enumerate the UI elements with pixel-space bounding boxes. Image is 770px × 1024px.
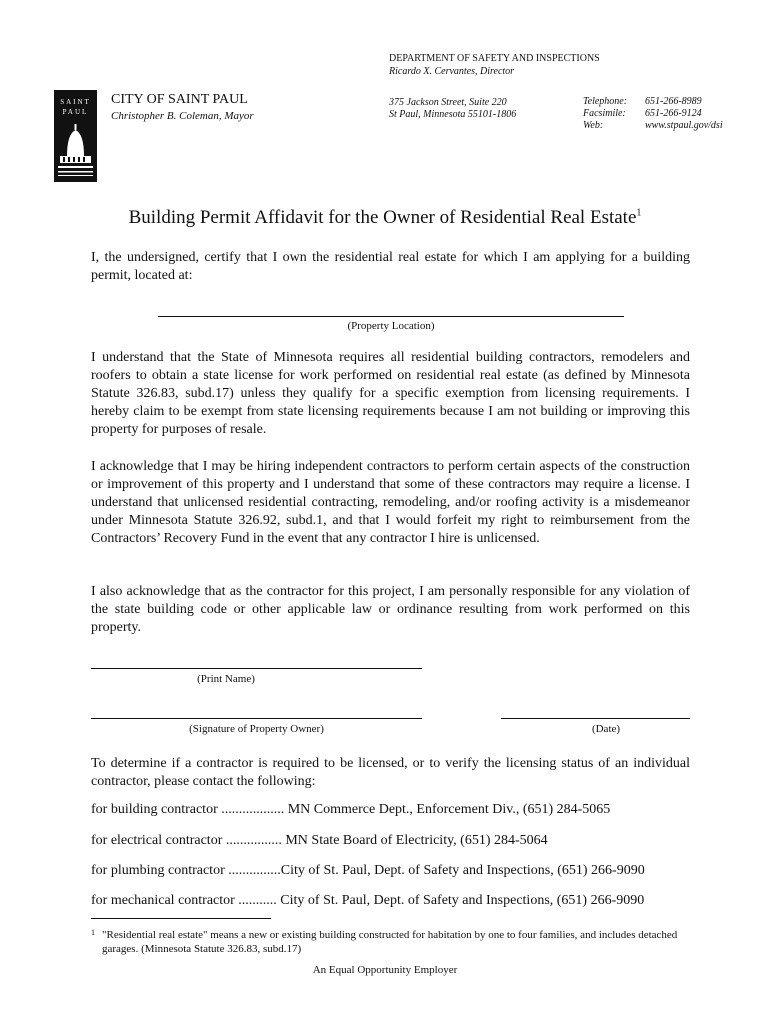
footer-text: An Equal Opportunity Employer	[312, 964, 458, 976]
footnote	[91, 928, 691, 956]
city-name: CITY OF SAINT PAUL	[111, 92, 248, 107]
date-label: (Date)	[591, 723, 621, 735]
print-name-label: (Print Name)	[197, 673, 255, 685]
department-header	[389, 52, 600, 78]
contractors-paragraph: I acknowledge that I may be hiring independent contractors to perform certain aspects of the construction or improvement of this property and I understand that some of these contractors may require a license. I understand that unlicensed residential contracting, remodeling, and/or roofing activity is a misdemeanor under Minnesota Statute 326.92, subd.1, and that I would forfeit my right to reimbursement from the Contractors’ Recovery Fund in the event that any contractor I hire is unlicensed.	[91, 459, 690, 546]
contact-mechanical: for mechanical contractor ........... City of St. Paul, Dept. of Safety and Inspections, (651) 266-9090	[91, 893, 645, 908]
department-name: DEPARTMENT OF SAFETY AND INSPECTIONS	[389, 53, 600, 64]
web-label: Web:	[583, 120, 604, 131]
contact-electrical: for electrical contractor ................ MN State Board of Electricity, (651) 284-5064	[91, 833, 548, 848]
footnote-divider	[91, 918, 271, 919]
web-url[interactable]: www.stpaul.gov/dsi	[645, 120, 723, 131]
signature-label: (Signature of Property Owner)	[189, 723, 324, 735]
director-name: Ricardo X. Cervantes, Director	[389, 66, 515, 77]
facsimile-number: 651-266-9124	[645, 108, 702, 119]
logo-text-paul: PAUL	[62, 108, 89, 116]
property-location-label: (Property Location)	[347, 320, 435, 332]
print-name-line[interactable]	[91, 668, 422, 669]
licensing-paragraph: I understand that the State of Minnesota requires all residential building contractors, remodelers and roofers to obtain a state license for work performed on residential real estate (as defined by Minnesota Statute 326.83, subd.17) unless they qualify for a specific exemption from licensing requirements. I hereby claim to be exempt from state licensing requirements because I am not building or improving this property for purposes of resale.	[91, 350, 690, 437]
address-line-2: St Paul, Minnesota 55101-1806	[389, 109, 517, 120]
contact-building: for building contractor .................. MN Commerce Dept., Enforcement Div., (651) 284-5065	[91, 802, 611, 817]
telephone-number: 651-266-8989	[645, 96, 702, 107]
contact-intro-paragraph: To determine if a contractor is required to be licensed, or to verify the licensing status of an individual contractor, please contact the following:	[91, 756, 690, 789]
property-location-line[interactable]	[158, 316, 624, 317]
footnote-number: 1	[91, 928, 95, 937]
contact-plumbing: for plumbing contractor ...............City of St. Paul, Dept. of Safety and Inspections, (651) 266-9090	[91, 863, 645, 878]
facsimile-label: Facsimile:	[583, 108, 626, 119]
telephone-label: Telephone:	[583, 96, 628, 107]
responsibility-paragraph: I also acknowledge that as the contractor for this project, I am personally responsible for any violation of the state building code or other applicable law or ordinance resulting from work performed on this property.	[91, 584, 690, 635]
contact-info	[583, 96, 723, 132]
date-line[interactable]	[501, 718, 690, 719]
city-seal-logo	[54, 90, 97, 182]
office-address	[389, 97, 516, 121]
capitol-dome-icon	[54, 90, 97, 182]
address-line-1: 375 Jackson Street, Suite 220	[389, 97, 507, 108]
mayor-name: Christopher B. Coleman, Mayor	[111, 110, 254, 122]
title-footnote-marker: 1	[636, 207, 642, 219]
logo-text-saint: SAINT	[60, 98, 91, 106]
document-title	[0, 207, 770, 229]
certify-paragraph: I, the undersigned, certify that I own the residential real estate for which I am applying for a building permit, located at:	[91, 250, 690, 283]
footnote-text: "Residential real estate" means a new or existing building constructed for habitation by one to four families, and includes detached garages. (Minnesota Statute 326.83, subd.17)	[102, 929, 678, 955]
title-text: Building Permit Affidavit for the Owner of Residential Real Estate	[128, 207, 637, 228]
signature-line[interactable]	[91, 718, 422, 719]
